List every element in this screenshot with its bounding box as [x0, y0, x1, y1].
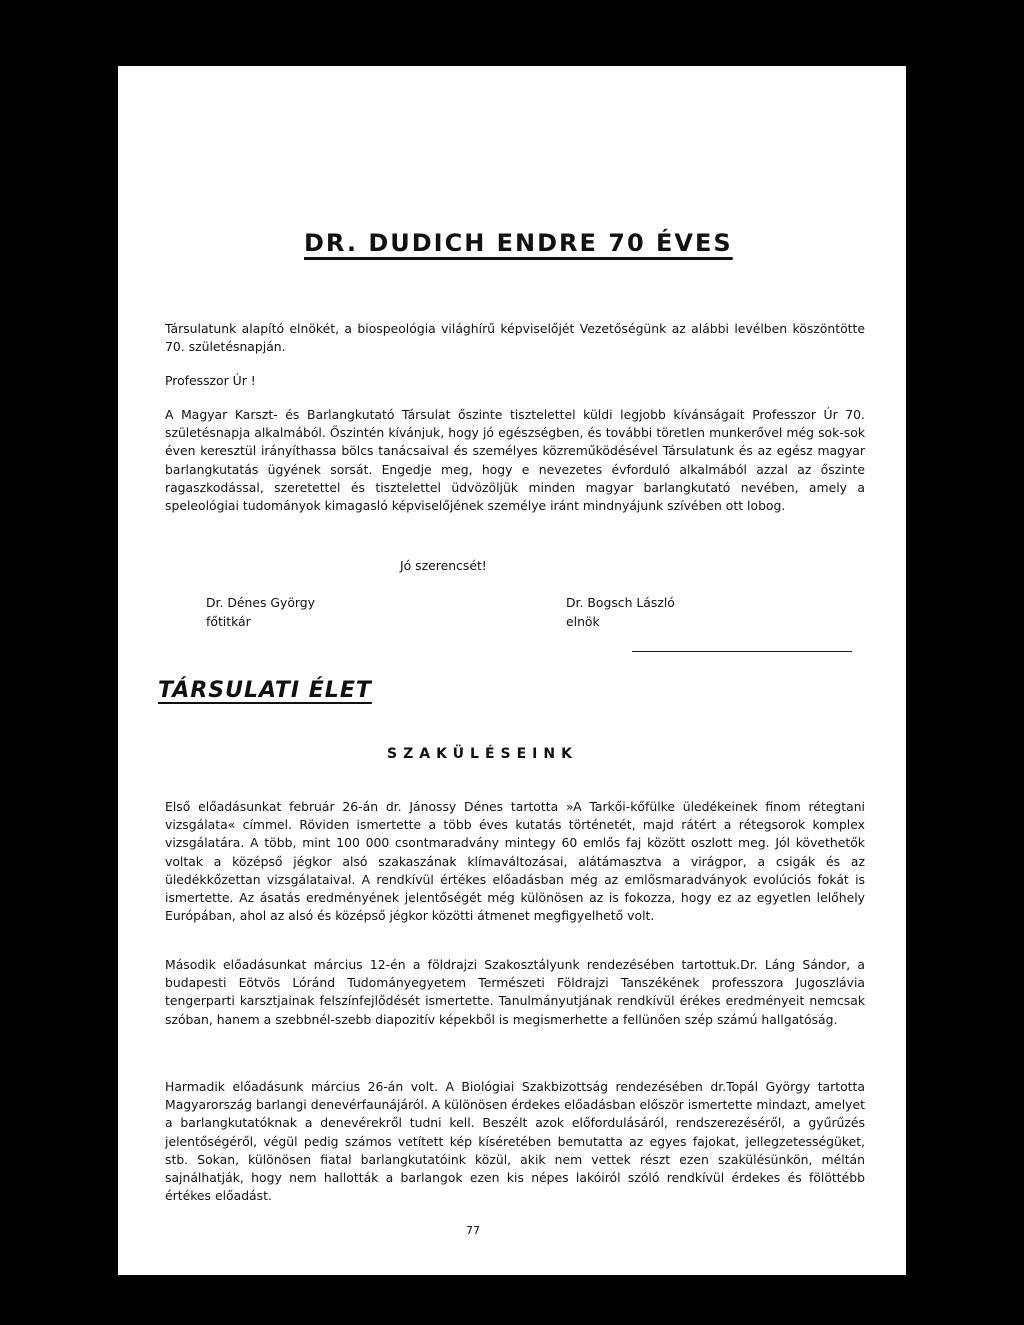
signature-role: elnök	[566, 614, 600, 629]
closing-greeting: Jó szerencsét!	[400, 558, 487, 573]
signature-left	[206, 593, 315, 631]
letter-body: A Magyar Karszt- és Barlangkutató Társulat őszinte tisztelettel küldi legjobb kívánságait Professzor Úr 70. születésnapja alkalmából. Őszintén kívánjuk, hogy jó egészségben, és további töretlen munkerővel még sok-sok éven keresztül irányíthassa bölcs tanácsaival és személyes közreműködésével Társulatunk és az egész magyar barlangkutatás ügyének sorsát. Engedje meg, hogy e nevezetes évforduló alkalmából azzal az őszinte ragaszkodással, szeretettel és tisztelettel üdvözöljük minden magyar barlangkutató nevében, amely a speleológiai tudományok kimagasló képviselőjének személye iránt mindnyájunk szívében ott lobog.	[165, 407, 865, 514]
signature-role: főtitkár	[206, 614, 251, 629]
section-divider	[632, 651, 852, 652]
report-paragraph-2: Második előadásunkat március 12-én a földrajzi Szakosztályunk rendezésében tartottuk.Dr. Láng Sándor, a budapesti Eötvös Lóránd Tudományegyetem Természeti Földrajzi Tanszékének professzora Jugoszlávia tengerparti karsztjainak felszínfejlődését ismertette. Tanulmányutjának rendkívül érékes eredményeit nemcsak szóban, hanem a szebbnél-szebb diapozitív képekből is megismerhette a fellünően szép számú hallgatóság.	[165, 957, 865, 1027]
document-page	[118, 66, 906, 1275]
signature-name: Dr. Bogsch László	[566, 595, 675, 610]
salutation: Professzor Úr !	[165, 373, 256, 388]
intro-paragraph: Társulatunk alapító elnökét, a biospeológia világhírű képviselőjét Vezetőségünk az alábbi levélben köszöntötte 70. születésnapján.	[165, 321, 865, 355]
report-paragraph-1: Első előadásunkat február 26-án dr. Jánossy Dénes tartotta »A Tarkői-kőfülke üledékeinek finom rétegtani vizsgálata« címmel. Röviden ismertette a több éves kutatás történetét, majd rátért a rétegsorok komplex vizsgálatára. A több, mint 100 000 csontmaradvány mintegy 60 emlős faj között oszlott meg. Jól követhetők voltak a középső jégkor alsó szakaszának klímaváltozásai, alátámasztva a virágpor, a csigák és az üledékkőzettan vizsgálataival. A rendkívül értékes előadásban még az emlősmaradványok evolúciós fokát is ismertette. Az ásatás eredményének jelentőségét még különösen az is fokozza, hogy ez az egyetlen lelőhely Európában, ahol az alsó és középső jégkor közötti átmenet megfigyelhető volt.	[165, 799, 865, 924]
signature-name: Dr. Dénes György	[206, 595, 315, 610]
signature-right	[566, 593, 675, 631]
section-subheading: SZAKÜLÉSEINK	[387, 746, 578, 762]
report-paragraph-3: Harmadik előadásunk március 26-án volt. A Biológiai Szakbizottság rendezésében dr.Topál György tartotta Magyarország barlangi denevérfaunájáról. A különösen érdekes előadásban először ismertette mindazt, amelyet a barlangkutatóknak a denevérekről tudni kell. Beszélt azok előfordulásáról, rendszerezéséről, a gyűrűzés jelentőségéről, végül pedig számos vetített kép kíséretében bemutatta az egyes fajokat, jellegzetességüket, stb. Sokan, különösen fiatal barlangkutatóink közül, akik nem vettek részt ezen szakülésünkön, méltán sajnálhatják, hogy nem hallották a barlangok ezen kis népes lakóiról szóló rendkívül érdekes és fölöttébb értékes előadást.	[165, 1079, 865, 1204]
article-title: DR. DUDICH ENDRE 70 ÉVES	[304, 229, 733, 257]
section-heading: TÁRSULATI ÉLET	[158, 678, 372, 703]
page-number: 77	[466, 1224, 480, 1237]
